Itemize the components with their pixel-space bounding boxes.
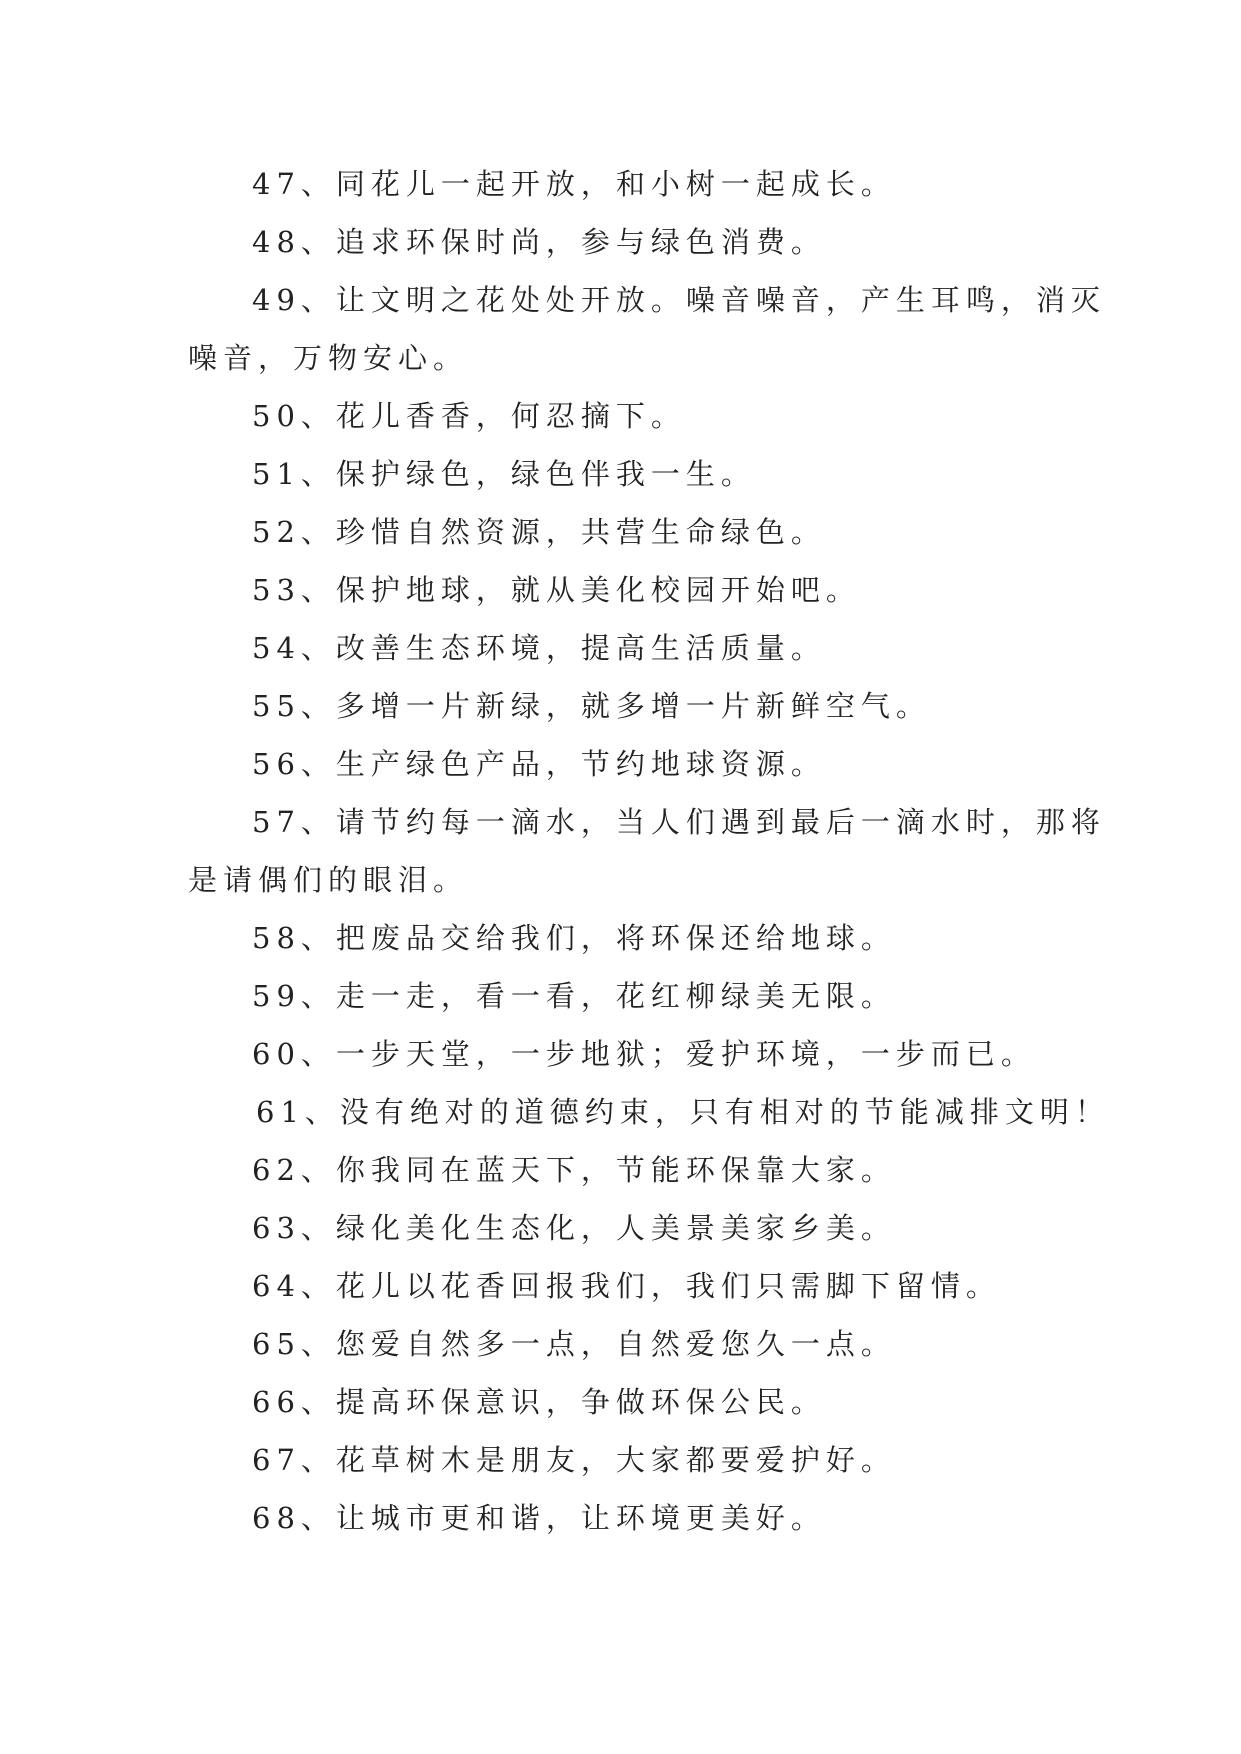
slogan-66: 66、提高环保意识，争做环保公民。 [252, 1385, 826, 1419]
slogan-list [188, 155, 1110, 1547]
slogan-64: 64、花儿以花香回报我们，我们只需脚下留情。 [252, 1269, 1001, 1303]
slogan-65: 65、您爱自然多一点，自然爱您久一点。 [252, 1327, 896, 1361]
slogan-58: 58、把废品交给我们，将环保还给地球。 [252, 921, 896, 955]
slogan-50: 50、花儿香香，何忍摘下。 [252, 399, 686, 433]
slogan-57-continued: 是请偶们的眼泪。 [188, 863, 469, 897]
slogan-53: 53、保护地球，就从美化校园开始吧。 [252, 573, 861, 607]
slogan-51: 51、保护绿色，绿色伴我一生。 [252, 457, 756, 491]
slogan-54: 54、改善生态环境，提高生活质量。 [252, 631, 826, 665]
slogan-68: 68、让城市更和谐，让环境更美好。 [252, 1501, 826, 1535]
slogan-48: 48、追求环保时尚，参与绿色消费。 [252, 225, 826, 259]
slogan-60: 60、一步天堂，一步地狱；爱护环境，一步而已。 [252, 1037, 1036, 1071]
slogan-67: 67、花草树木是朋友，大家都要爱护好。 [252, 1443, 896, 1477]
slogan-63: 63、绿化美化生态化，人美景美家乡美。 [252, 1211, 896, 1245]
slogan-49-continued: 噪音，万物安心。 [188, 341, 469, 375]
slogan-55: 55、多增一片新绿，就多增一片新鲜空气。 [252, 689, 931, 723]
slogan-59: 59、走一走，看一看，花红柳绿美无限。 [252, 979, 896, 1013]
slogan-57: 57、请节约每一滴水，当人们遇到最后一滴水时，那将 [252, 805, 1106, 839]
slogan-56: 56、生产绿色产品，节约地球资源。 [252, 747, 826, 781]
slogan-52: 52、珍惜自然资源，共营生命绿色。 [252, 515, 826, 549]
slogan-49: 49、让文明之花处处开放。噪音噪音，产生耳鸣，消灭 [252, 283, 1106, 317]
slogan-61: 61、没有绝对的道德约束，只有相对的节能减排文明！ [256, 1095, 1110, 1129]
slogan-47: 47、同花儿一起开放，和小树一起成长。 [252, 167, 896, 201]
slogan-62: 62、你我同在蓝天下，节能环保靠大家。 [252, 1153, 896, 1187]
